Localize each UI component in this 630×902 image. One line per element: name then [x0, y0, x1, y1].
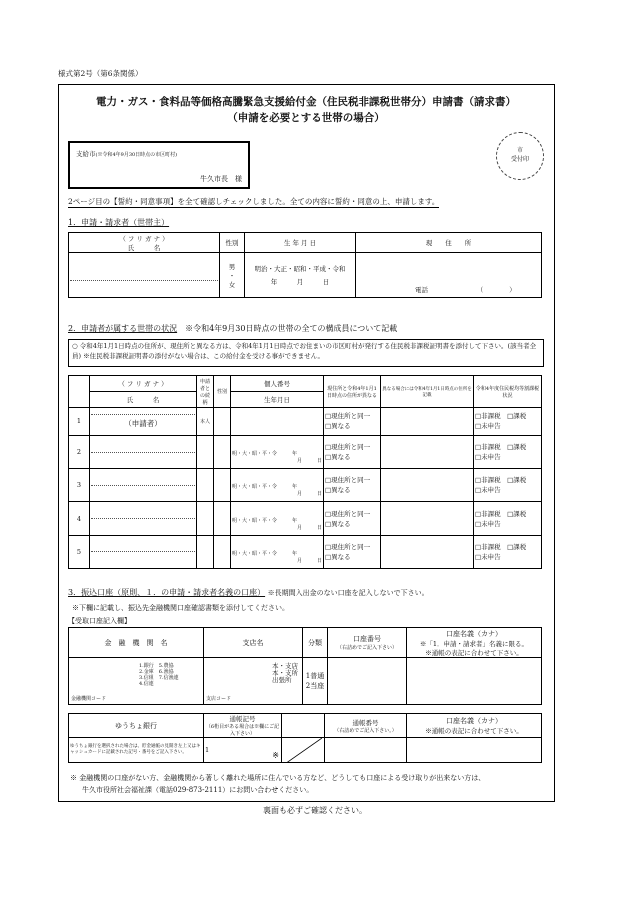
row-number: 3: [69, 469, 90, 502]
branch-type-option[interactable]: 本・支店: [272, 662, 298, 670]
unfiled-checkbox[interactable]: □未申告: [475, 486, 501, 495]
consent-text: 2ページ目の【誓約・同意事項】を全て確認しチェックしました。全ての内容に誓約・同意の上、申請します。: [68, 197, 440, 206]
account-number-field[interactable]: [328, 658, 407, 705]
member-dob-field[interactable]: [231, 469, 324, 502]
yucho-holder-field[interactable]: [407, 738, 542, 763]
yucho-note: ゆうちょ銀行を選択された場合は、貯金通帳の見開き左上又はキャッシュカードに記載された記号・番号をご記入下さい。: [69, 738, 204, 763]
era-line: 明・大・昭・平・令 年: [232, 550, 298, 557]
tax-check[interactable]: [474, 408, 542, 436]
form-title: 電力・ガス・食料品等価格高騰緊急支援給付金（住民税非課税世帯分）申請書（請求書）: [96, 96, 516, 108]
bank-type-option[interactable]: 4.信連: [139, 681, 154, 687]
address-label: 現 住 所: [356, 233, 542, 253]
same-address-checkbox[interactable]: □現住所と同一: [325, 509, 371, 518]
relation-self: 本人: [197, 408, 214, 436]
member-relation-field[interactable]: [197, 502, 214, 535]
col-tax-status: 令和4年度住民税均等割課税状況: [474, 376, 542, 408]
col-diff-address: 異なる場合には令和4年1月1日時点の住所を記載: [381, 376, 474, 408]
applicant-label: （申請者）: [124, 418, 162, 428]
bank-account-table: [68, 627, 542, 705]
passbook-number-field[interactable]: [325, 738, 407, 763]
male-option[interactable]: 男: [228, 262, 236, 271]
era-line: 明・大・昭・平・令 年: [232, 451, 298, 458]
form-subtitle: （申請を必要とする世帯の場合）: [227, 112, 385, 124]
section1-title: 1．申請・請求者（世帯主）: [68, 218, 170, 227]
taxed-checkbox[interactable]: □課税: [507, 542, 527, 551]
bank-type-option[interactable]: 5.農協: [158, 663, 174, 669]
holder-note-1: ※「1．申請・請求者」名義に限る。: [419, 639, 529, 648]
sixth-digit-field[interactable]: [282, 738, 325, 763]
unfiled-checkbox[interactable]: □未申告: [475, 422, 501, 431]
type-current[interactable]: 2当座: [305, 682, 325, 690]
unfiled-checkbox[interactable]: □未申告: [475, 519, 501, 528]
taxed-checkbox[interactable]: □課税: [507, 476, 527, 485]
dob-field[interactable]: [245, 253, 356, 298]
table-row: [69, 435, 542, 468]
name-field[interactable]: [69, 253, 220, 298]
section3-instruction: ※下欄に記載し、振込先金融機関口座確認書類を添付してください。: [72, 604, 289, 612]
yucho-table: [68, 713, 542, 763]
section2-notice: ○ 令和4年1月1日時点の住所が、現住所と異なる方は、令和4年1月1日時点でお住まいの市区町村が発行する住民税非課税証明書を添付して下さい。(該当者全員) ※住民税非課税証明書の添付がない場合は、この給付金を受ける事ができません。: [68, 339, 544, 367]
sixth-digit-mark: ※: [272, 751, 279, 760]
account-type-field[interactable]: [303, 658, 328, 705]
type-ordinary[interactable]: 1普通: [305, 672, 325, 680]
address-check[interactable]: [324, 435, 381, 468]
nontax-checkbox[interactable]: □非課税: [475, 476, 501, 485]
branch-type-option[interactable]: 本・支所: [272, 669, 298, 677]
reception-stamp: [496, 132, 544, 180]
address-check[interactable]: [324, 535, 381, 568]
yucho-holder-note: ※通帳の表記に合わせて下さい。: [425, 727, 523, 735]
member-name-field[interactable]: [90, 408, 197, 436]
gender-field[interactable]: [220, 253, 245, 298]
tax-check[interactable]: [474, 469, 542, 502]
account-holder-field[interactable]: [407, 658, 542, 705]
old-address-field[interactable]: [381, 435, 474, 468]
member-gender-field[interactable]: [214, 469, 231, 502]
bank-type-option[interactable]: 1.銀行: [139, 663, 154, 669]
branch-type-option[interactable]: 出張所: [272, 676, 292, 684]
branch-code-label: 支店コード: [206, 696, 232, 702]
section3-heading: [68, 587, 429, 598]
phone-label: 電話 （ ）: [415, 286, 516, 294]
old-address-field[interactable]: [381, 469, 474, 502]
differs-checkbox[interactable]: □異なる: [325, 552, 351, 561]
member-gender-field[interactable]: [214, 408, 231, 436]
address-check[interactable]: [324, 469, 381, 502]
bank-type-option[interactable]: 3.信組: [139, 675, 154, 681]
passbook-number-header: 通帳番号: [352, 718, 379, 727]
tax-check[interactable]: [474, 535, 542, 568]
form-number: 様式第2号（第6条関係）: [58, 69, 143, 78]
address-field[interactable]: [356, 253, 542, 298]
bank-type-option[interactable]: 7.信漁連: [158, 675, 179, 681]
nontax-checkbox[interactable]: □非課税: [475, 443, 501, 452]
stamp-text: 市: [516, 147, 523, 154]
member-gender-field[interactable]: [214, 502, 231, 535]
col-mynumber: 個人番号: [231, 376, 324, 392]
payer-addressee: 牛久市長 様: [200, 175, 242, 183]
yucho-holder-header: 口座名義（カナ）: [446, 717, 502, 725]
applicant-table: [68, 232, 542, 298]
era-options: 明治・大正・昭和・平成・令和: [254, 265, 346, 273]
holder-note-2: ※通帳の表記に合わせて下さい。: [425, 648, 523, 657]
passbook-number-note: （右詰めでご記入下さい。）: [334, 727, 397, 734]
row-number: 1: [69, 408, 90, 436]
furigana-label: （ フ リ ガ ナ ）: [119, 234, 169, 243]
receiving-account-title: 【受取口座記入欄】: [68, 617, 131, 625]
row-number: 4: [69, 502, 90, 535]
tax-check[interactable]: [474, 435, 542, 468]
name-label: 氏 名: [127, 243, 161, 252]
old-address-field[interactable]: [381, 535, 474, 568]
differs-checkbox[interactable]: □異なる: [325, 453, 351, 462]
col-same-address: 現住所と令和4年1月1日時点の住所が異なる: [324, 376, 381, 408]
member-name-field[interactable]: [90, 535, 197, 568]
ymd-labels: 年 月 日: [270, 278, 330, 286]
taxed-checkbox[interactable]: □課税: [507, 509, 527, 518]
bottom-note: 裏面も必ずご確認ください。: [263, 806, 367, 815]
passbook-symbol-header: 通帳記号: [229, 715, 256, 723]
payer-note: (※令和4年9月30日時点の市区町村): [95, 152, 178, 158]
member-relation-field[interactable]: [197, 469, 214, 502]
member-gender-field[interactable]: [214, 535, 231, 568]
col-furigana: （ フ リ ガ ナ ）: [90, 376, 197, 392]
taxed-checkbox[interactable]: □課税: [507, 412, 527, 421]
differs-checkbox[interactable]: □異なる: [325, 422, 351, 431]
era-line: 明・大・昭・平・令 年: [232, 517, 298, 524]
bank-name-field[interactable]: [69, 658, 204, 705]
table-row: [69, 535, 542, 568]
address-check[interactable]: [324, 502, 381, 535]
female-option[interactable]: 女: [228, 280, 236, 289]
same-address-checkbox[interactable]: □現住所と同一: [325, 412, 371, 421]
household-table: [68, 375, 542, 569]
differs-checkbox[interactable]: □異なる: [325, 519, 351, 528]
nontax-checkbox[interactable]: □非課税: [475, 542, 501, 551]
old-address-field[interactable]: [381, 502, 474, 535]
row-number: 2: [69, 435, 90, 468]
symbol-prefix: 1: [205, 746, 210, 754]
branch-name-header: 支店名: [204, 628, 303, 658]
col-relation: 申請者との続柄: [197, 376, 214, 408]
section3-note: ※長期間入出金のない口座を記入しないで下さい。: [267, 589, 429, 597]
address-check[interactable]: [324, 408, 381, 436]
bank-type-option[interactable]: 6.漁協: [158, 669, 174, 675]
tax-check[interactable]: [474, 502, 542, 535]
old-address-field[interactable]: [381, 408, 474, 436]
taxed-checkbox[interactable]: □課税: [507, 443, 527, 452]
yucho-header: ゆうちょ銀行: [69, 714, 204, 738]
col-gender: 性別: [214, 376, 231, 408]
type-header: 分類: [303, 628, 328, 658]
stamp-label: 受付印: [510, 156, 529, 163]
passbook-symbol-note: （6桁目がある場合は※欄にご記入下さい）: [205, 724, 280, 737]
footer-note-1: ※ 金融機関の口座がない方、金融機関から著しく離れた場所に住んでいる方など、どうしても口座による受け取りが出来ない方は、: [70, 774, 486, 782]
nontax-checkbox[interactable]: □非課税: [475, 412, 501, 421]
same-address-checkbox[interactable]: □現住所と同一: [325, 443, 371, 452]
section2-heading: [68, 323, 397, 334]
branch-name-field[interactable]: [204, 658, 303, 705]
account-number-header: 口座番号: [353, 635, 381, 643]
same-address-checkbox[interactable]: □現住所と同一: [325, 542, 371, 551]
month-day: 月 日: [296, 557, 322, 564]
nontax-checkbox[interactable]: □非課税: [475, 509, 501, 518]
section2-note: ※令和4年9月30日時点の世帯の全ての構成員について記載: [185, 324, 398, 333]
member-gender-field[interactable]: [214, 435, 231, 468]
same-address-checkbox[interactable]: □現住所と同一: [325, 476, 371, 485]
table-row: [69, 408, 542, 436]
gender-label: 性別: [220, 233, 245, 253]
member-relation-field[interactable]: [197, 435, 214, 468]
member-dob-field[interactable]: [231, 535, 324, 568]
month-day: 月 日: [296, 458, 322, 465]
section3-title: 3．振込口座（原則、１．の申請・請求者名義の口座）: [68, 588, 266, 597]
footer-note-2: 牛久市役所社会福祉課（電話029-873-2111）にお問い合わせください。: [82, 786, 314, 794]
account-number-note: （右詰めでご記入下さい）: [336, 645, 397, 651]
bank-code-label: 金融機関コード: [71, 696, 107, 702]
member-dob-field[interactable]: [231, 502, 324, 535]
payer-label: 支給市: [76, 150, 96, 158]
member-dob-field[interactable]: [231, 435, 324, 468]
dob-label: 生 年 月 日: [245, 233, 356, 253]
month-day: 月 日: [296, 491, 322, 498]
section2-title: 2．申請者が属する世帯の状況: [68, 324, 178, 333]
row-number: 5: [69, 535, 90, 568]
col-name: 氏 名: [90, 392, 197, 408]
unfiled-checkbox[interactable]: □未申告: [475, 552, 501, 561]
passbook-symbol-field[interactable]: [204, 738, 282, 763]
era-line: 明・大・昭・平・令 年: [232, 484, 298, 491]
month-day: 月 日: [296, 524, 322, 531]
holder-header: 口座名義（カナ）: [446, 629, 502, 638]
member-relation-field[interactable]: [197, 535, 214, 568]
table-row: [69, 469, 542, 502]
gender-separator: ・: [228, 271, 236, 280]
col-dob: 生年月日: [231, 392, 324, 408]
diagonal-slash: [282, 738, 322, 763]
bank-type-option[interactable]: 2.金庫: [139, 669, 154, 675]
differs-checkbox[interactable]: □異なる: [325, 486, 351, 495]
member-name-field[interactable]: [90, 435, 197, 468]
section1-heading: [68, 217, 169, 228]
member-name-field[interactable]: [90, 502, 197, 535]
member-number-field[interactable]: [231, 408, 324, 436]
table-row: [69, 502, 542, 535]
payer-box: [68, 141, 250, 189]
unfiled-checkbox[interactable]: □未申告: [475, 453, 501, 462]
member-name-field[interactable]: [90, 469, 197, 502]
bank-name-header: 金 融 機 関 名: [69, 628, 204, 658]
